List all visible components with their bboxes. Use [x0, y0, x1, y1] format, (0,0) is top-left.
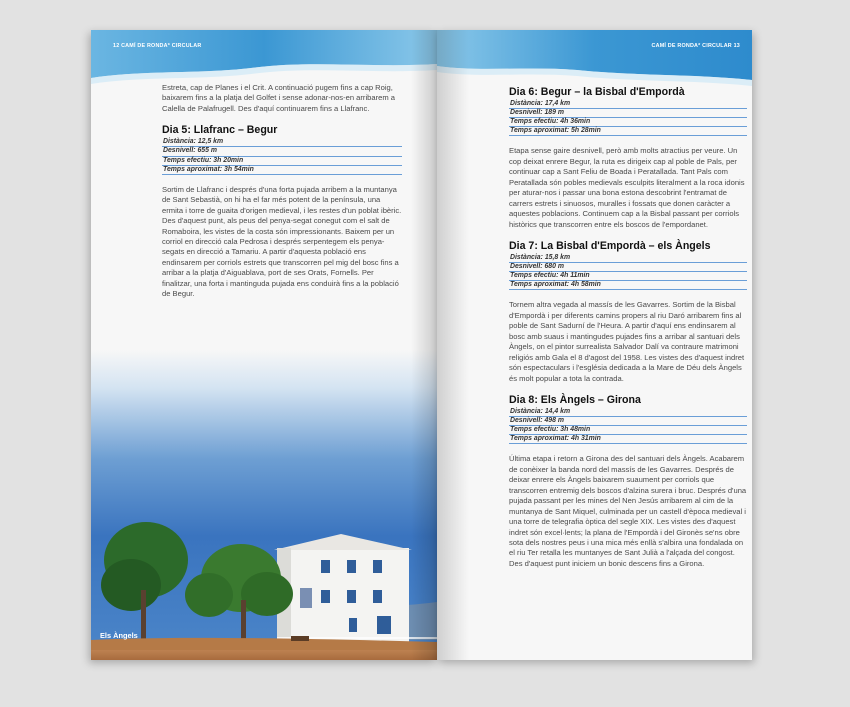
day7-approx-time: Temps aproximat: 4h 58min — [509, 281, 747, 290]
left-page — [91, 30, 437, 660]
day6-stats — [509, 100, 747, 136]
day5-elevation: Desnivell: 655 m — [162, 147, 402, 156]
day5-stats — [162, 138, 402, 174]
day8-effective-time: Temps efectiu: 3h 48min — [509, 426, 747, 435]
day8-title: Dia 8: Els Àngels – Girona — [509, 394, 641, 406]
els-angels-photo — [91, 350, 437, 660]
day6-paragraph: Etapa sense gaire desnivell, però amb molts atractius per veure. Un cop deixat enrere Begur, la ruta es dirigeix cap al poble de Pals, per continuar cap a Sant Feliu de Boada i Peratallada. Tant Pals com Peratallada són pobles medievals esculpits literalment a la roca idonis per aturar-nos i passar una bona estona descobrint l'entramat de carrers estrets i sinuosos, muralles i fossats que donen caràcter a aquestes poblacions. Continuem cap a la Bisbal passant per corriols històrics que transcorren entre els boscos de l'empordanet. — [509, 146, 745, 229]
day8-elevation: Desnivell: 498 m — [509, 417, 747, 426]
gutter-shadow-left — [411, 30, 437, 660]
day7-distance: Distància: 15,8 km — [509, 254, 747, 263]
intro-paragraph: Estreta, cap de Planes i el Crit. A continuació pugem fins a cap Roig, baixarem fins a la platja del Golfet i sense adonar-nos-en arribarem a Calella de Palafrugell. Des d'aquí continuarem fins a Llafranc. — [162, 83, 395, 113]
right-text-column — [509, 86, 747, 579]
day5-distance: Distància: 12,5 km — [162, 138, 402, 147]
day7-stats — [509, 254, 747, 290]
day7-effective-time: Temps efectiu: 4h 11min — [509, 272, 747, 281]
brochure-spread — [91, 30, 752, 660]
running-header-right: CAMÍ DE RONDA* CIRCULAR 13 — [651, 43, 740, 49]
day8-paragraph: Última etapa i retorn a Girona des del santuari dels Àngels. Acabarem de conèixer la banda nord del massís de les Gavarres. Després de deixar enrere els Àngels baixarem suaument per corriols que transcorren entremig dels boscos d'alzina surera i bruc. Després d'una pujada passant per les mines del Nen Jesús arribarem al cim de la muntanya de Sant Miquel, culminada per un castell d'època medieval i una torre de telegrafia òptica del segle XIX. Les vistes des d'aquest indret són excel·lents; la plana de l'Empordà i del Gironès se'ns obre sota dels nostres peus i una mica més enllà s'albira una fondalada on el riu Ter retalla les muntanyes de Sant Julià a l'alçada del congost. Des d'aquest punt iniciem un bonic descens fins a Girona. — [509, 454, 747, 568]
day7-paragraph: Tornem altra vegada al massís de les Gavarres. Sortim de la Bisbal d'Empordà i per diferents camins propers al riu Daró arribarem fins al poble de Sant Sadurní de l'Heura. A partir d'aquí ens endinsarem al bosc amb suaus i mantingudes pujades fins a arribar al santuari dels Àngels, on el pintor surrealista Salvador Dalí va contraure matrimoni religiós amb Gala el 8 d'agost del 1958. Les vistes des d'aquest indret són espectaculars i l'església dedicada a la Mare de Déu dels Àngels és molt popular a tota la contrada. — [509, 300, 745, 383]
photo-caption: Els Àngels — [100, 631, 138, 640]
day5-title: Dia 5: Llafranc – Begur — [162, 124, 278, 137]
day8-stats — [509, 408, 747, 444]
running-header-left: 12 CAMÍ DE RONDA* CIRCULAR — [113, 43, 202, 49]
header-wave-band-right — [437, 30, 752, 92]
day7-elevation: Desnivell: 680 m — [509, 263, 747, 272]
left-text-column — [162, 83, 402, 310]
day6-effective-time: Temps efectiu: 4h 36min — [509, 118, 747, 127]
day5-paragraph: Sortim de Llafranc i després d'una forta pujada arribem a la muntanya de Sant Sebastià, on hi ha el far més potent de la península, una ermita i torre de guaita d'origen medieval, i les restes d'un poblat ibèric. Des d'aquest punt, als peus del penya-segat conegut com el salt de Romaboira, les vistes de la costa són impressionants. Baixem per un corriol en direcció cala Pedrosa i després serpentegem els penya-segats en direcció a Tamariu. A partir d'aquesta població ens endinsarem per corriols estrets que transcorren pel mig del bosc fins a arribar a la platja d'Aiguablava, port de ses Orats, Fornells. Per finalitzar, una forta i mantinguda pujada ens conduirà fins a la població de Begur. — [162, 184, 402, 299]
day6-elevation: Desnivell: 189 m — [509, 109, 747, 118]
gutter-shadow-right — [437, 30, 469, 660]
right-page — [437, 30, 752, 660]
day7-title: Dia 7: La Bisbal d'Empordà – els Àngels — [509, 240, 711, 252]
day5-effective-time: Temps efectiu: 3h 20min — [162, 157, 402, 166]
day6-title: Dia 6: Begur – la Bisbal d'Empordà — [509, 86, 685, 98]
day8-approx-time: Temps aproximat: 4h 31min — [509, 435, 747, 444]
day6-distance: Distància: 17,4 km — [509, 100, 747, 109]
day8-distance: Distància: 14,4 km — [509, 408, 747, 417]
day5-approx-time: Temps aproximat: 3h 54min — [162, 166, 402, 175]
day6-approx-time: Temps aproximat: 5h 28min — [509, 127, 747, 136]
